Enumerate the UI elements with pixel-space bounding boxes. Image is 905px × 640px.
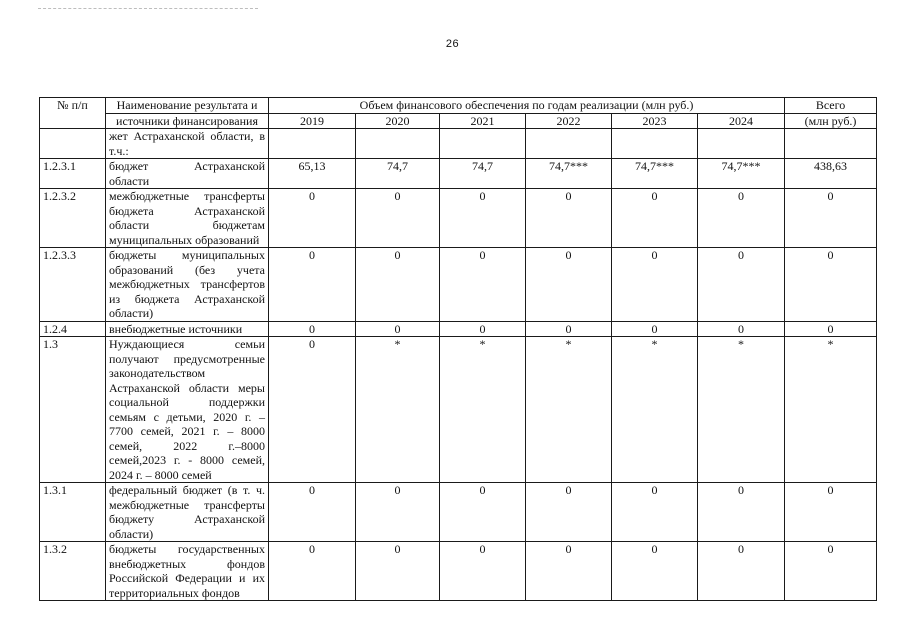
row-value-2024: 0	[698, 248, 785, 322]
row-name: внебюджетные источники	[106, 321, 269, 337]
header-year-2024: 2024	[698, 113, 785, 129]
row-number: 1.2.4	[40, 321, 106, 337]
row-value-2020: 0	[356, 189, 440, 248]
financing-table	[39, 97, 877, 601]
row-total: 438,63	[785, 159, 877, 189]
row-value-2019: 0	[269, 189, 356, 248]
row-value-2024: 0	[698, 483, 785, 542]
row-number: 1.3	[40, 337, 106, 483]
row-number: 1.2.3.3	[40, 248, 106, 322]
row-value-2021: 0	[440, 483, 526, 542]
row-value-2019	[269, 129, 356, 159]
row-value-2021	[440, 129, 526, 159]
header-total-line1: Всего	[785, 98, 877, 114]
row-value-2022: 0	[526, 483, 612, 542]
row-value-2023: 74,7***	[612, 159, 698, 189]
row-value-2022: 0	[526, 321, 612, 337]
row-value-2022: 0	[526, 189, 612, 248]
row-value-2024: 0	[698, 321, 785, 337]
row-number: 1.2.3.2	[40, 189, 106, 248]
table-row	[40, 542, 877, 601]
row-value-2019: 0	[269, 321, 356, 337]
header-name-line1: Наименование результата и	[106, 98, 269, 114]
row-number: 1.3.2	[40, 542, 106, 601]
table-row	[40, 248, 877, 322]
row-value-2021: 0	[440, 248, 526, 322]
row-value-2021: *	[440, 337, 526, 483]
row-value-2021: 0	[440, 321, 526, 337]
row-value-2023	[612, 129, 698, 159]
row-value-2022	[526, 129, 612, 159]
row-value-2020: 0	[356, 542, 440, 601]
row-value-2020: *	[356, 337, 440, 483]
row-name: Нуждающиеся семьи получают предусмотренные законодательством Астраханской области меры социальной поддержки семьям с детьми, 2020 г. – 7700 семей, 2021 г. – 8000 семей, 2022 г.–8000 семей,2023 г. - 8000 семей, 2024 г. – 8000 семей	[106, 337, 269, 483]
row-number: 1.3.1	[40, 483, 106, 542]
page-number: 26	[445, 38, 460, 50]
row-value-2022: 74,7***	[526, 159, 612, 189]
row-value-2021: 0	[440, 542, 526, 601]
row-value-2024: 74,7***	[698, 159, 785, 189]
table-row	[40, 189, 877, 248]
row-value-2023: 0	[612, 189, 698, 248]
header-name-line2: источники финансирования	[106, 113, 269, 129]
row-number	[40, 129, 106, 159]
row-value-2020: 0	[356, 248, 440, 322]
header-year-2023: 2023	[612, 113, 698, 129]
row-total: *	[785, 337, 877, 483]
row-value-2020: 0	[356, 483, 440, 542]
row-total: 0	[785, 248, 877, 322]
row-value-2019: 0	[269, 337, 356, 483]
header-year-2022: 2022	[526, 113, 612, 129]
table-row	[40, 483, 877, 542]
table-header	[40, 98, 877, 129]
header-year-2021: 2021	[440, 113, 526, 129]
row-name: жет Астраханской области, в т.ч.:	[106, 129, 269, 159]
scan-artifact-line	[38, 8, 258, 9]
row-total: 0	[785, 483, 877, 542]
row-name: федеральный бюджет (в т. ч. межбюджетные трансферты бюджету Астраханской области)	[106, 483, 269, 542]
header-num: № п/п	[40, 98, 106, 129]
row-value-2020	[356, 129, 440, 159]
row-value-2023: 0	[612, 542, 698, 601]
row-number: 1.2.3.1	[40, 159, 106, 189]
table-row	[40, 337, 877, 483]
row-value-2022: 0	[526, 248, 612, 322]
table-row	[40, 129, 877, 159]
header-year-2019: 2019	[269, 113, 356, 129]
row-value-2020: 0	[356, 321, 440, 337]
row-value-2023: 0	[612, 248, 698, 322]
row-value-2024: 0	[698, 542, 785, 601]
row-value-2023: 0	[612, 321, 698, 337]
row-name: межбюджетные трансферты бюджета Астраханской области бюджетам муниципальных образований	[106, 189, 269, 248]
row-name: бюджеты муниципальных образований (без учета межбюджетных трансфертов из бюджета Астраханской области)	[106, 248, 269, 322]
row-value-2024: *	[698, 337, 785, 483]
row-value-2019: 0	[269, 542, 356, 601]
header-total-line2: (млн руб.)	[785, 113, 877, 129]
row-value-2022: *	[526, 337, 612, 483]
row-value-2019: 0	[269, 483, 356, 542]
row-total	[785, 129, 877, 159]
row-total: 0	[785, 189, 877, 248]
row-name: бюджеты государственных внебюджетных фондов Российской Федерации и их территориальных фондов	[106, 542, 269, 601]
row-value-2019: 65,13	[269, 159, 356, 189]
row-value-2023: *	[612, 337, 698, 483]
row-value-2021: 74,7	[440, 159, 526, 189]
row-value-2024: 0	[698, 189, 785, 248]
row-total: 0	[785, 321, 877, 337]
row-value-2019: 0	[269, 248, 356, 322]
table-row	[40, 321, 877, 337]
header-funding: Объем финансового обеспечения по годам реализации (млн руб.)	[269, 98, 785, 114]
row-value-2024	[698, 129, 785, 159]
table-row	[40, 159, 877, 189]
row-value-2022: 0	[526, 542, 612, 601]
header-year-2020: 2020	[356, 113, 440, 129]
row-value-2020: 74,7	[356, 159, 440, 189]
row-value-2023: 0	[612, 483, 698, 542]
table-body	[40, 129, 877, 601]
row-value-2021: 0	[440, 189, 526, 248]
row-name: бюджет Астраханской области	[106, 159, 269, 189]
row-total: 0	[785, 542, 877, 601]
